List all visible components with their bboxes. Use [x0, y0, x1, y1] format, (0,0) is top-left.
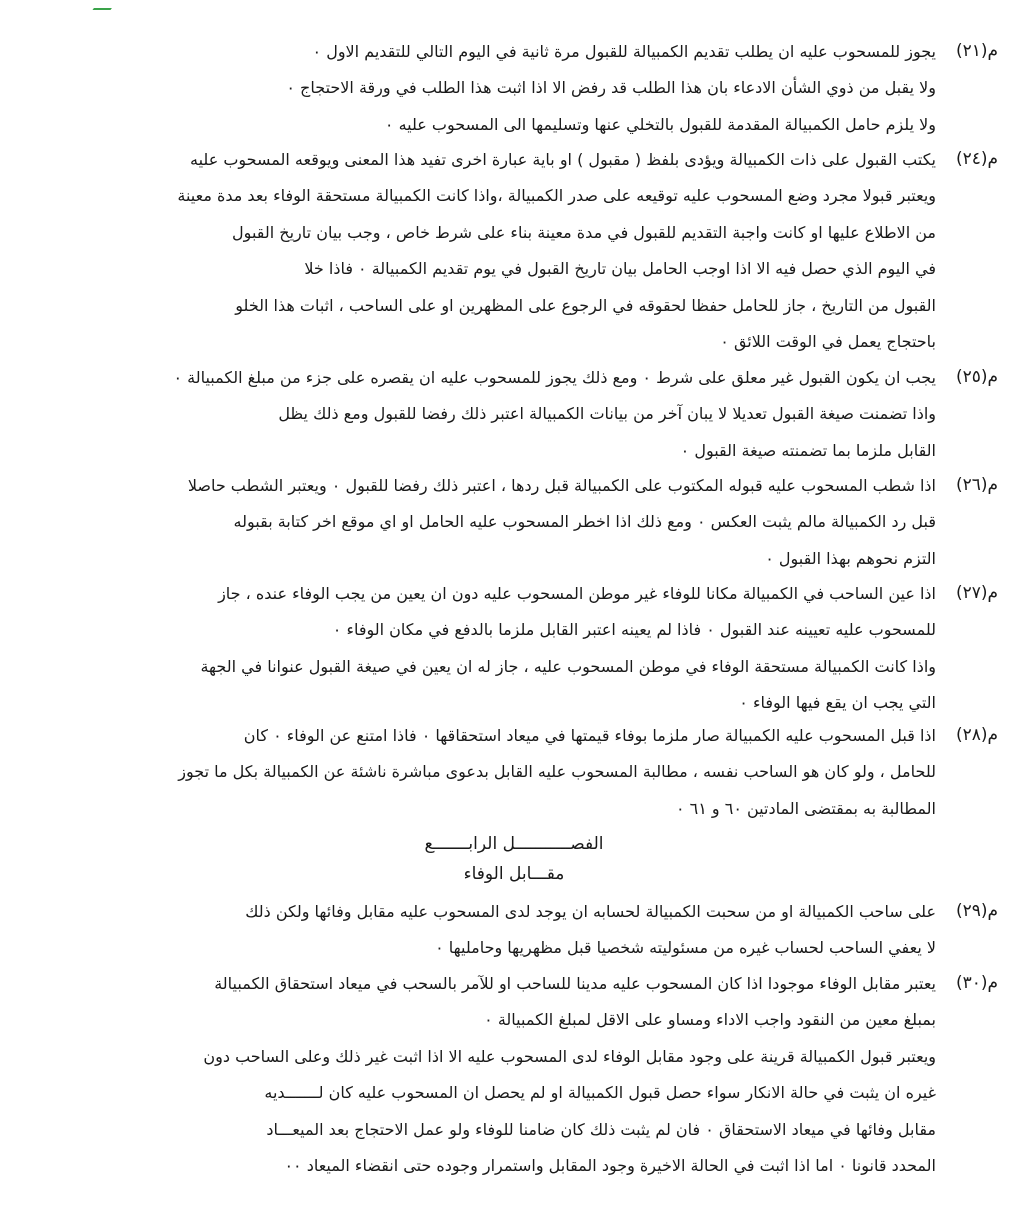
- article-line: واذا كانت الكمبيالة مستحقة الوفاء في موطن المسحوب عليه ، جاز له ان يعين في صيغة القبول عنوانا في الجهة: [200, 656, 936, 676]
- article-line: على ساحب الكمبيالة او من سحبت الكمبيالة لحسابه ان يوجد لدى المسحوب عليه مقابل وفائها ولكن ذلك: [245, 902, 936, 921]
- article-number: م(٢٨): [955, 725, 999, 745]
- article-line: يعتبر مقابل الوفاء موجودا اذا كان المسحوب عليه مدينا للساحب او للآمر بالسحب في ميعاد استحقاق الكمبيالة: [214, 974, 936, 993]
- article-line: يجب ان يكون القبول غير معلق على شرط ٠ ومع ذلك يجوز للمسحوب عليه ان يقصره على جزء من مبلغ الكمبيالة ٠: [173, 368, 936, 387]
- article-line: ويعتبر قبولا مجرد وضع المسحوب عليه توقيعه على صدر الكمبيالة ،واذا كانت الكمبيالة مستحقة الوفاء بعد مدة معينة: [177, 186, 936, 206]
- article-line: ويعتبر قبول الكمبيالة قرينة على وجود مقابل الوفاء لدى المسحوب عليه الا اذا اثبت غير ذلك وعلى الساحب دون: [203, 1046, 936, 1066]
- article-30: [106, 966, 1006, 1184]
- article-number: م(٢١): [955, 41, 999, 61]
- article-number: م(٢٧): [955, 583, 999, 603]
- article-line: القبول من التاريخ ، جاز للحامل حفظا لحقوقه في الرجوع على المظهرين او على الساحب ، اثبات هذا الخلو: [235, 295, 936, 315]
- article-line: باحتجاج يعمل في الوقت اللائق ٠: [720, 331, 936, 351]
- article-line: يكتب القبول على ذات الكمبيالة ويؤدى بلفظ ( مقبول ) او باية عبارة اخرى تفيد هذا المعنى ويوقعه المسحوب عليه: [189, 150, 936, 169]
- article-29: [106, 894, 1006, 967]
- article-line: المطالبة به بمقتضى المادتين ٦٠ و ٦١ ٠: [675, 798, 936, 818]
- article-line: بمبلغ معين من النقود واجب الاداء ومساو على الاقل لمبلغ الكمبيالة ٠: [484, 1010, 936, 1030]
- article-number: م(٣٠): [955, 973, 999, 993]
- article-line: للحامل ، ولو كان هو الساحب نفسه ، مطالبة المسحوب عليه القابل بدعوى مباشرة ناشئة عن الكمبيالة بكل ما تجوز: [178, 762, 936, 782]
- article-21: [106, 34, 1006, 143]
- article-line: غيره ان يثبت في حالة الانكار سواء حصل قبول الكمبيالة او لم يحصل ان المسحوب عليه كان لـــــــديه: [264, 1083, 936, 1103]
- article-25: [106, 360, 1006, 469]
- article-line: اذا عين الساحب في الكمبيالة مكانا للوفاء غير موطن المسحوب عليه دون ان يعين من يجب الوفاء عنده ، جاز: [218, 584, 936, 603]
- article-line: لا يعفي الساحب لحساب غيره من مسئوليته شخصيا قبل مظهريها وحامليها ٠: [435, 938, 936, 958]
- article-line: التزم نحوهم بهذا القبول ٠: [765, 548, 936, 568]
- article-number: م(٢٤): [955, 149, 999, 169]
- article-24: [106, 142, 1006, 360]
- article-line: من الاطلاع عليها او كانت واجبة التقديم للقبول في مدة معينة بناء على شرط خاص ، وجب بيان تاريخ القبول: [232, 222, 936, 242]
- article-line: قبل رد الكمبيالة مالم يثبت العكس ٠ ومع ذلك اذا اخطر المسحوب عليه الحامل او اي موقع اخر كتابة بقبوله: [233, 512, 936, 532]
- article-line: يجوز للمسحوب عليه ان يطلب تقديم الكمبيالة للقبول مرة ثانية في اليوم التالي للتقديم الاول ٠: [312, 42, 936, 61]
- corner-mark: [92, 0, 117, 10]
- chapter-subtitle: مقـــابل الوفاء: [463, 864, 565, 884]
- article-line: اذا قبل المسحوب عليه الكمبيالة صار ملزما بوفاء قيمتها في ميعاد استحقاقها ٠ فاذا امتنع عن الوفاء ٠ كان: [243, 726, 936, 745]
- article-line: التي يجب ان يقع فيها الوفاء ٠: [739, 693, 936, 713]
- chapter-title: الفصـــــــــــل الرابـــــــع: [424, 834, 604, 854]
- article-line: ولا يقبل من ذوي الشأن الادعاء بان هذا الطلب قد رفض الا اذا اثبت هذا الطلب في ورقة الاحتجاج ٠: [286, 78, 936, 98]
- article-line: ولا يلزم حامل الكمبيالة المقدمة للقبول بالتخلي عنها وتسليمها الى المسحوب عليه ٠: [384, 114, 936, 134]
- article-number: م(٢٩): [955, 901, 999, 921]
- article-28: [106, 718, 1006, 827]
- article-number: م(٢٥): [955, 367, 999, 387]
- article-26: [106, 468, 1006, 577]
- article-line: واذا تضمنت صيغة القبول تعديلا لا يبان آخر من بيانات الكمبيالة اعتبر ذلك رفضا للقبول ومع ذلك يظل: [278, 404, 936, 424]
- article-line: اذا شطب المسحوب عليه قبوله المكتوب على الكمبيالة قبل ردها ، اعتبر ذلك رفضا للقبول ٠ ويعتبر الشطب حاصلا: [187, 476, 936, 495]
- article-line: المحدد قانونا ٠ اما اذا اثبت في الحالة الاخيرة وجود المقابل واستمرار وجوده حتى انقضاء الميعاد ٠٠: [284, 1155, 936, 1175]
- article-line: القابل ملزما بما تضمنته صيغة القبول ٠: [680, 440, 936, 460]
- article-line: للمسحوب عليه تعيينه عند القبول ٠ فاذا لم يعينه اعتبر القابل ملزما بالدفع في مكان الوفاء ٠: [332, 620, 936, 640]
- article-line: في اليوم الذي حصل فيه الا اذا اوجب الحامل بيان تاريخ القبول في يوم تقديم الكمبيالة ٠ فاذا خلا: [304, 259, 936, 279]
- article-27: [106, 576, 1006, 722]
- article-number: م(٢٦): [955, 475, 999, 495]
- article-line: مقابل وفائها في ميعاد الاستحقاق ٠ فان لم يثبت ذلك كان ضامنا للوفاء ولو عمل الاحتجاج بعد الميعـــاد: [266, 1119, 936, 1139]
